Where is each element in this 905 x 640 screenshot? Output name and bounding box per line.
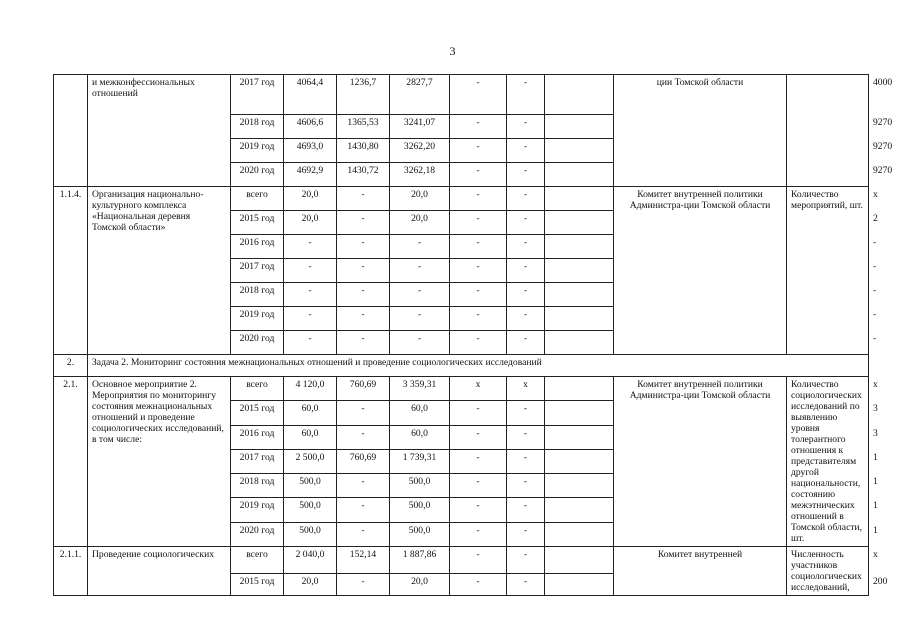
blank-cell [545,163,614,187]
cell-loc: - [450,573,507,595]
cell-reg: 500,0 [390,498,450,522]
cell-year: 2015 год [231,573,284,595]
table-row: 2018 год 500,0 - 500,0 - - 1 [54,474,869,498]
executor: Комитет внутренней политики Администра-ции Томской области [614,377,787,547]
cell-total: - [284,307,337,331]
blank-cell [545,259,614,283]
cell-total: 500,0 [284,522,337,546]
cell-fed: - [337,474,390,498]
cell-ext: x [507,377,545,401]
item-number: 1.1.4. [54,187,88,355]
cell-total: 4606,6 [284,115,337,139]
cell-total: - [284,235,337,259]
cell-loc: - [450,187,507,211]
task-row [54,355,869,377]
cell-fed: 152,14 [337,547,390,574]
cell-reg: - [390,331,450,355]
cell-year: 2016 год [231,425,284,449]
cell-year: 2019 год [231,498,284,522]
blank-cell [545,307,614,331]
cell-loc: - [450,522,507,546]
table-row: 2020 год 4692,9 1430,72 3262,18 - - 9270 [54,163,869,187]
cell-ext: - [507,139,545,163]
cell-total: 4064,4 [284,75,337,115]
cell-year: 2017 год [231,75,284,115]
cell-year: 2018 год [231,474,284,498]
cell-ext: - [507,187,545,211]
cell-ext: - [507,331,545,355]
cell-ext: - [507,115,545,139]
cell-loc: - [450,474,507,498]
cell-fed: 760,69 [337,449,390,473]
cell-fed: - [337,307,390,331]
cell-fed: - [337,211,390,235]
task-number: 2. [54,355,88,377]
cell-reg: 1 739,31 [390,449,450,473]
table-row: 2017 год - - - - - - [54,259,869,283]
cell-year: 2020 год [231,163,284,187]
blank-cell [545,449,614,473]
item-description: Организация национально-культурного комплекса «Национальная деревня Томской области» [88,187,231,355]
table-row: 2.1.1. Проведение социологических всего 2 040,0 152,14 1 887,86 - - Комитет внутренней Численность участников социологических исследований, x [54,547,869,574]
cell-fed: 1365,53 [337,115,390,139]
cell-year: всего [231,547,284,574]
indicator: Численность участников социологических исследований, [787,547,869,596]
blank-cell [545,115,614,139]
table-row: 2016 год - - - - - - [54,235,869,259]
table-row: 2015 год 20,0 - 20,0 - - 2 [54,211,869,235]
blank-cell [545,75,614,115]
cell-ext: - [507,75,545,115]
table-row: 2.1. Основное мероприятие 2. Мероприятия по мониторингу состояния межнациональных отношений и проведение социологических исследований, в том числе: всего 4 120,0 760,69 3 359,31 x x Комитет внутренней политики Администра-ции Томской области Количество социологических исследований по выявлению уровня толерантного отношения к представителям другой национальности, состоянию межэтнических отношений в Томской области, шт. x [54,377,869,401]
item-number [54,75,88,187]
blank-cell [545,573,614,595]
cell-total: 4692,9 [284,163,337,187]
item-number: 2.1. [54,377,88,547]
cell-loc: - [450,139,507,163]
blank-cell [545,211,614,235]
indicator [787,75,869,187]
cell-ext: - [507,449,545,473]
cell-total: - [284,331,337,355]
cell-loc: - [450,115,507,139]
cell-year: 2020 год [231,331,284,355]
cell-ext: - [507,211,545,235]
cell-ext: - [507,259,545,283]
cell-loc: x [450,377,507,401]
blank-cell [545,498,614,522]
table-row: 1.1.4. Организация национально-культурного комплекса «Национальная деревня Томской области» всего 20,0 - 20,0 - - Комитет внутренней политики Администра-ции Томской области Количество мероприятий, шт. x [54,187,869,211]
cell-total: 4693,0 [284,139,337,163]
cell-loc: - [450,259,507,283]
cell-loc: - [450,235,507,259]
cell-year: 2017 год [231,449,284,473]
table-row: 2017 год 2 500,0 760,69 1 739,31 - - 1 [54,449,869,473]
cell-loc: - [450,449,507,473]
cell-year: 2019 год [231,307,284,331]
cell-year: 2018 год [231,115,284,139]
cell-reg: 2827,7 [390,75,450,115]
cell-year: всего [231,187,284,211]
program-table [53,74,893,596]
cell-total: - [284,283,337,307]
cell-loc: - [450,283,507,307]
cell-loc: - [450,75,507,115]
table-row: и межконфессиональных отношений 2017 год 4064,4 1236,7 2827,7 - - ции Томской области 4000 [54,75,869,115]
cell-reg: 500,0 [390,474,450,498]
table-row: 2015 год 60,0 - 60,0 - - 3 [54,401,869,425]
table-row: 2016 год 60,0 - 60,0 - - 3 [54,425,869,449]
executor: Комитет внутренней [614,547,787,596]
cell-fed: - [337,573,390,595]
cell-reg: 60,0 [390,425,450,449]
cell-reg: - [390,235,450,259]
cell-fed: 760,69 [337,377,390,401]
cell-reg: 1 887,86 [390,547,450,574]
cell-year: 2018 год [231,283,284,307]
table-row: 2015 год 20,0 - 20,0 - - 200 [54,573,869,595]
cell-year: 2017 год [231,259,284,283]
cell-year: 2015 год [231,211,284,235]
cell-total: 500,0 [284,474,337,498]
blank-cell [545,377,614,401]
cell-total: 20,0 [284,187,337,211]
cell-fed: 1430,80 [337,139,390,163]
cell-fed: - [337,401,390,425]
cell-ext: - [507,522,545,546]
page-number: 3 [449,44,456,58]
blank-cell [545,401,614,425]
cell-fed: 1430,72 [337,163,390,187]
cell-loc: - [450,307,507,331]
cell-fed: 1236,7 [337,75,390,115]
cell-reg: 20,0 [390,187,450,211]
cell-loc: - [450,163,507,187]
cell-fed: - [337,522,390,546]
cell-loc: - [450,547,507,574]
cell-loc: - [450,498,507,522]
cell-ext: - [507,474,545,498]
blank-cell [545,187,614,211]
cell-ext: - [507,401,545,425]
blank-cell [545,283,614,307]
cell-reg: 3262,20 [390,139,450,163]
cell-year: 2019 год [231,139,284,163]
cell-ext: - [507,163,545,187]
cell-fed: - [337,425,390,449]
cell-fed: - [337,187,390,211]
cell-fed: - [337,331,390,355]
cell-reg: 3 359,31 [390,377,450,401]
cell-total: - [284,259,337,283]
blank-cell [545,547,614,574]
cell-ext: - [507,425,545,449]
cell-fed: - [337,259,390,283]
table-row: 2019 год 500,0 - 500,0 - - 1 [54,498,869,522]
cell-loc: - [450,401,507,425]
blank-cell [545,425,614,449]
cell-fed: - [337,235,390,259]
blank-cell [545,522,614,546]
blank-cell [545,474,614,498]
table-row: 2018 год 4606,6 1365,53 3241,07 - - 9270 [54,115,869,139]
table-row: 2019 год 4693,0 1430,80 3262,20 - - 9270 [54,139,869,163]
cell-ext: - [507,235,545,259]
cell-total: 4 120,0 [284,377,337,401]
cell-total: 60,0 [284,425,337,449]
item-number: 2.1.1. [54,547,88,596]
cell-fed: - [337,498,390,522]
blank-cell [545,235,614,259]
cell-reg: 500,0 [390,522,450,546]
cell-total: 20,0 [284,573,337,595]
cell-ext: - [507,307,545,331]
executor: Комитет внутренней политики Администра-ции Томской области [614,187,787,355]
cell-reg: 3262,18 [390,163,450,187]
cell-reg: - [390,307,450,331]
cell-reg: 20,0 [390,211,450,235]
table-body [54,75,893,596]
item-description: и межконфессиональных отношений [88,75,231,187]
cell-ext: - [507,283,545,307]
cell-total: 2 040,0 [284,547,337,574]
cell-total: 2 500,0 [284,449,337,473]
cell-loc: - [450,211,507,235]
cell-ext: - [507,547,545,574]
cell-reg: 20,0 [390,573,450,595]
table-row: 2018 год - - - - - - [54,283,869,307]
cell-loc: - [450,425,507,449]
cell-loc: - [450,331,507,355]
cell-reg: - [390,283,450,307]
indicator: Количество социологических исследований по выявлению уровня толерантного отношения к представителям другой национальности, состоянию межэтнических отношений в Томской области, шт. [787,377,869,547]
table-row: 2020 год - - - - - - [54,331,869,355]
cell-reg: 60,0 [390,401,450,425]
cell-fed: - [337,283,390,307]
table-row: 2019 год - - - - - - [54,307,869,331]
blank-cell [545,331,614,355]
cell-total: 60,0 [284,401,337,425]
cell-ext: - [507,573,545,595]
executor: ции Томской области [614,75,787,187]
cell-total: 20,0 [284,211,337,235]
table-row: 2020 год 500,0 - 500,0 - - 1 [54,522,869,546]
cell-total: 500,0 [284,498,337,522]
item-description: Основное мероприятие 2. Мероприятия по мониторингу состояния межнациональных отношений и проведение социологических исследований, в том числе: [88,377,231,547]
cell-year: 2020 год [231,522,284,546]
item-description: Проведение социологических [88,547,231,596]
cell-reg: - [390,259,450,283]
task-title: Задача 2. Мониторинг состояния межнациональных отношений и проведение социологических исследований [88,355,869,377]
indicator: Количество мероприятий, шт. [787,187,869,355]
cell-ext: - [507,498,545,522]
cell-year: всего [231,377,284,401]
cell-year: 2016 год [231,235,284,259]
cell-reg: 3241,07 [390,115,450,139]
blank-cell [545,139,614,163]
cell-year: 2015 год [231,401,284,425]
